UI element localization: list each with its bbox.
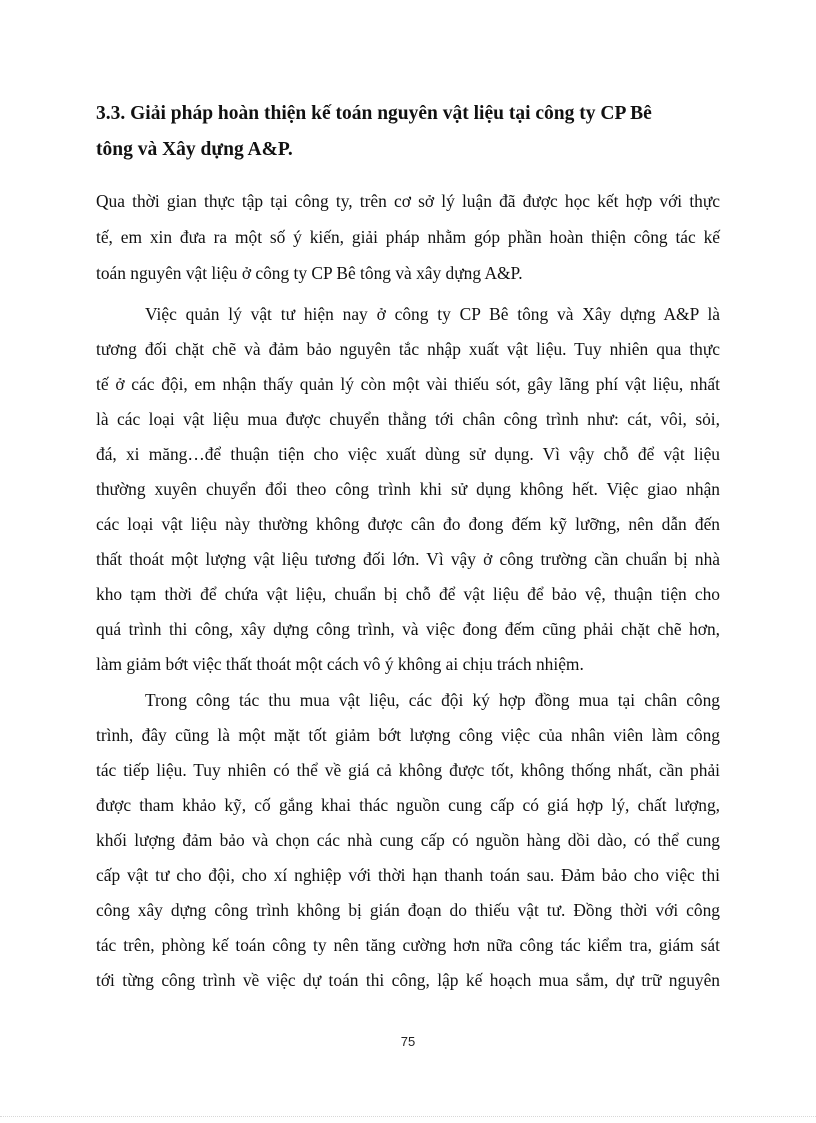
paragraph-3-line-2: trình, đây cũng là một mặt tốt giảm bớt lượng công việc của nhân viên làm công (96, 725, 720, 745)
paragraph-2-line-11: làm giảm bớt việc thất thoát một cách vô ý không ai chịu trách nhiệm. (96, 654, 584, 674)
paragraph-2-line-6: thường xuyên chuyển đổi theo công trình khi sử dụng không hết. Việc giao nhận (96, 479, 720, 499)
paragraph-2-line-5: đá, xi măng…để thuận tiện cho việc xuất dùng sử dụng. Vì vậy chỗ để vật liệu (96, 444, 720, 464)
paragraph-2-line-2: tương đối chặt chẽ và đảm bảo nguyên tắc nhập xuất vật liệu. Tuy nhiên qua thực (96, 339, 720, 359)
paragraph-3-line-6: cấp vật tư cho đội, cho xí nghiệp với thời hạn thanh toán sau. Đảm bảo cho việc thi (96, 865, 720, 885)
paragraph-3-line-9: tới từng công trình về việc dự toán thi công, lập kế hoạch mua sắm, dự trữ nguyên (96, 970, 720, 990)
paragraph-3-line-3: tác tiếp liệu. Tuy nhiên có thể về giá cả không được tốt, không thống nhất, cần phải (96, 760, 720, 780)
paragraph-1-line-2: tế, em xin đưa ra một số ý kiến, giải pháp nhằm góp phần hoàn thiện công tác kế (96, 227, 720, 247)
paragraph-1-line-1: Qua thời gian thực tập tại công ty, trên cơ sở lý luận đã được học kết hợp với thực (96, 191, 720, 211)
paragraph-2-line-3: tế ở các đội, em nhận thấy quản lý còn một vài thiếu sót, gây lãng phí vật liệu, nhất (96, 374, 720, 394)
paragraph-3-line-5: khối lượng đảm bảo và chọn các nhà cung cấp có nguồn hàng dồi dào, có thể cung (96, 830, 720, 850)
paragraph-2-line-7: các loại vật liệu này thường không được cân đo đong đếm kỹ lưỡng, nên dẫn đến (96, 514, 720, 534)
paragraph-2-line-9: kho tạm thời để chứa vật liệu, chuẩn bị chỗ để vật liệu để bảo vệ, thuận tiện cho (96, 584, 720, 604)
paragraph-2-line-4: là các loại vật liệu mua được chuyển thẳng tới chân công trình như: cát, vôi, sỏi, (96, 409, 720, 429)
page-number: 75 (400, 1034, 416, 1049)
section-heading-line-2: tông và Xây dựng A&P. (96, 139, 293, 160)
page-bottom-divider (0, 1116, 816, 1117)
paragraph-2-line-8: thất thoát một lượng vật liệu tương đối lớn. Vì vậy ở công trường cần chuẩn bị nhà (96, 549, 720, 569)
paragraph-3-line-7: công xây dựng công trình không bị gián đoạn do thiếu vật tư. Đồng thời với công (96, 900, 720, 920)
section-heading (96, 96, 728, 168)
paragraph-3-line-8: tác trên, phòng kế toán công ty nên tăng cường hơn nữa công tác kiểm tra, giám sát (96, 935, 720, 955)
paragraph-3-line-1: Trong công tác thu mua vật liệu, các đội ký hợp đồng mua tại chân công (145, 690, 720, 710)
paragraph-2-line-10: quá trình thi công, xây dựng công trình, và việc đong đếm cũng phải chặt chẽ hơn, (96, 619, 720, 639)
paragraph-3-line-4: được tham khảo kỹ, cố gắng khai thác nguồn cung cấp có giá hợp lý, chất lượng, (96, 795, 720, 815)
paragraph-2-line-1: Việc quản lý vật tư hiện nay ở công ty CP Bê tông và Xây dựng A&P là (145, 304, 720, 324)
paragraph-1-line-3: toán nguyên vật liệu ở công ty CP Bê tông và xây dựng A&P. (96, 263, 523, 283)
section-heading-line-1: 3.3. Giải pháp hoàn thiện kế toán nguyên vật liệu tại công ty CP Bê (96, 103, 652, 124)
